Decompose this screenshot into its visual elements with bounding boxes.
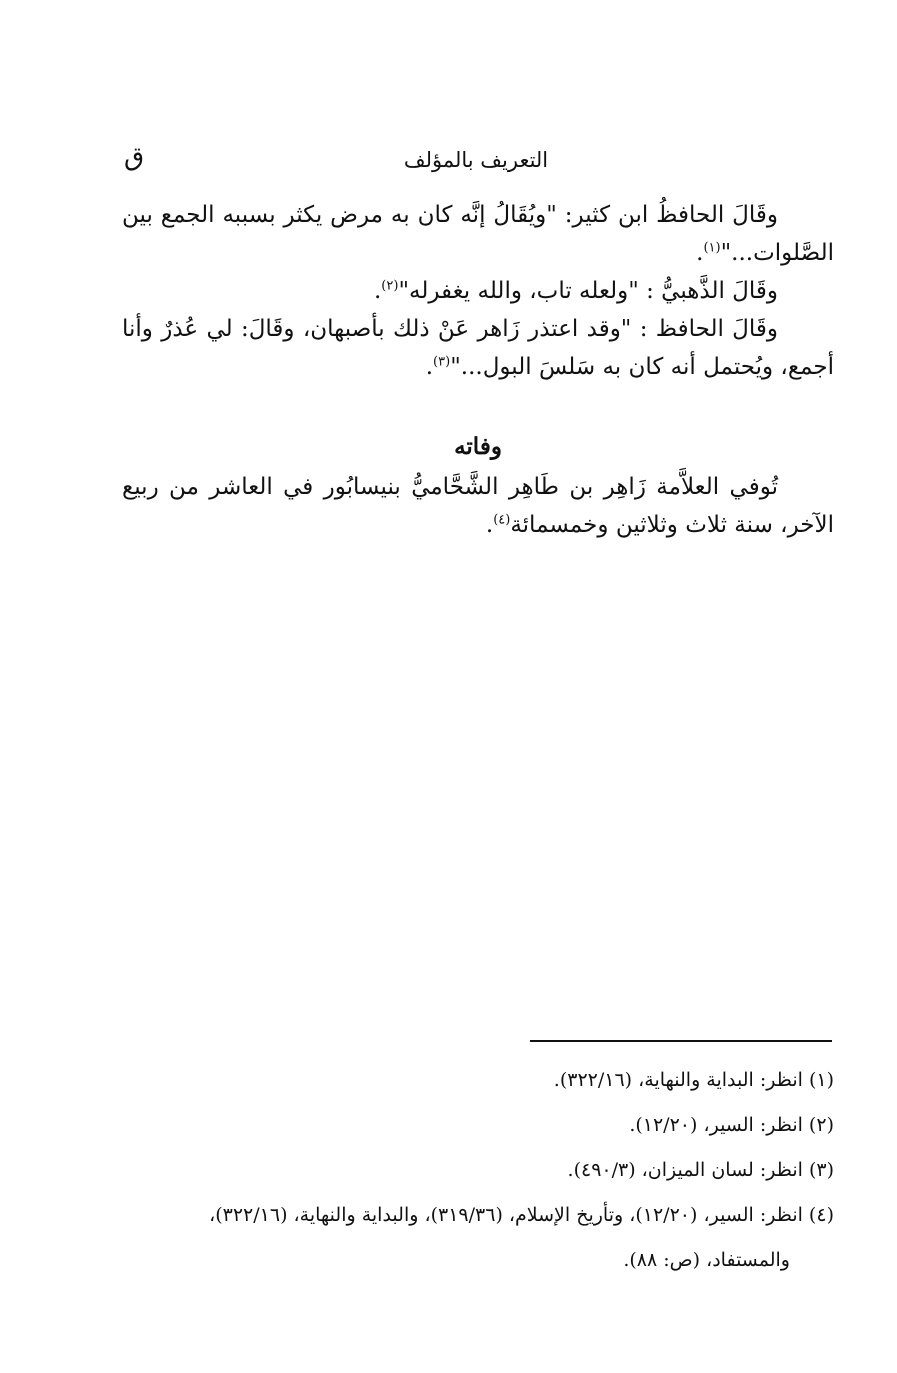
paragraph-death: تُوفي العلاَّمة زَاهِر بن طَاهِر الشَّحَّاميُّ بنيسابُور في العاشر من ربيع الآخر، سنة ثلاث وثلاثين وخمسمائة$^{(٤)}$.	[122, 474, 834, 538]
footnote-4: (٤) انظر: السير، (١٢/٢٠)، وتأريخ الإسلام، (٣١٩/٣٦)، والبداية والنهاية، (٣٢٢/١٦)،	[209, 1204, 834, 1226]
running-head: التعريف بالمؤلف	[403, 148, 549, 172]
footnote-4-continuation: والمستفاد، (ص: ٨٨).	[623, 1249, 790, 1271]
paragraph-hafiz-quote: وقَالَ الحافظ : "وقد اعتذر زَاهر عَنْ ذلك بأصبهان، وقَالَ: لي عُذرٌ وأنا أجمع، ويُحتمل أنه كان به سَلسَ البول..."$^{(٣)}$.	[122, 316, 834, 380]
section-title: وفاته	[454, 433, 502, 460]
paragraph-text: تُوفي العلاَّمة زَاهِر بن طَاهِر الشَّحَّاميُّ بنيسابُور في العاشر من ربيع الآخر، سنة ثلاث وثلاثين وخمسمائة	[122, 474, 834, 538]
paragraph-dhahabi-quote: وقَالَ الذَّهبيُّ : "ولعله تاب، والله يغفرله"$^{(٢)}$.	[373, 278, 778, 304]
footnote-ref-1: (١)	[703, 240, 721, 256]
page-header	[120, 142, 832, 182]
footnote-ref-2: (٢)	[381, 278, 399, 294]
main-text	[122, 196, 834, 544]
footnote-ref-4: (٤)	[493, 512, 511, 528]
footnotes	[122, 1058, 834, 1283]
footnote-divider	[530, 1040, 832, 1042]
footnote-ref-3: (٣)	[433, 354, 451, 370]
paragraph-text: وقَالَ الذَّهبيُّ : "ولعله تاب، والله يغفرله"	[398, 278, 778, 304]
paragraph-text: وقَالَ الحافظُ ابن كثير: "ويُقَالُ إنَّه كان به مرض يكثر بسببه الجمع بين الصَّلوات..."	[122, 202, 834, 266]
footnote-2: (٢) انظر: السير، (١٢/٢٠).	[629, 1114, 834, 1136]
paragraph-ibn-kathir-quote: وقَالَ الحافظُ ابن كثير: "ويُقَالُ إنَّه كان به مرض يكثر بسببه الجمع بين الصَّلوات..."$^{(١)}$.	[122, 202, 834, 266]
footnote-1: (١) انظر: البداية والنهاية، (٣٢٢/١٦).	[553, 1069, 834, 1091]
page-number: ق	[124, 142, 145, 172]
footnote-3: (٣) انظر: لسان الميزان، (٤٩٠/٣).	[567, 1159, 834, 1181]
paragraph-text: وقَالَ الحافظ : "وقد اعتذر زَاهر عَنْ ذلك بأصبهان، وقَالَ: لي عُذرٌ وأنا أجمع، ويُحتمل أنه كان به سَلسَ البول..."	[122, 316, 834, 380]
